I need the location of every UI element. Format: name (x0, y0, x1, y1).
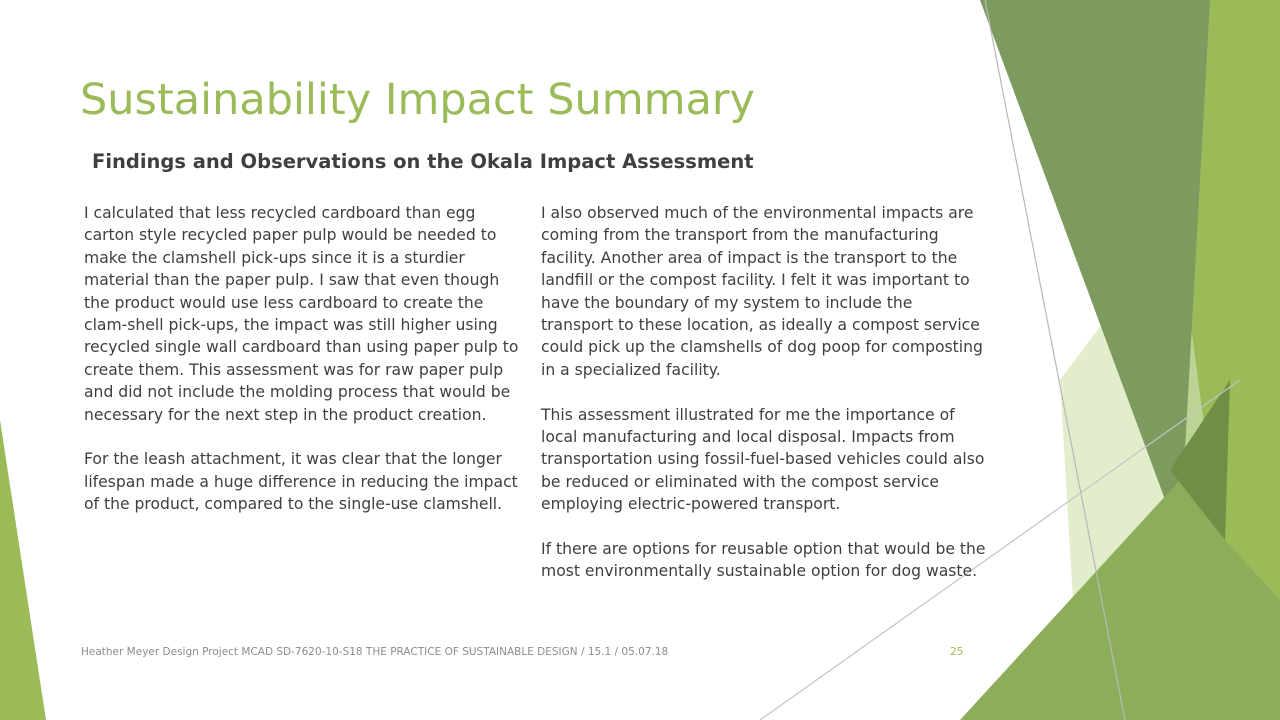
slide-subtitle: Findings and Observations on the Okala Impact Assessment (92, 150, 754, 173)
slide-footer: Heather Meyer Design Project MCAD SD-7620-10-S18 THE PRACTICE OF SUSTAINABLE DESIGN / 15.1 / 05.07.18 (81, 646, 669, 658)
right-paragraph: If there are options for reusable option that would be the most environmentally sustainable option for dog waste. (541, 540, 986, 581)
right-text-column (541, 202, 989, 605)
left-paragraph: For the leash attachment, it was clear that the longer lifespan made a huge difference in reducing the impact of the product, compared to the single-use clamshell. (84, 450, 518, 514)
left-text-column (84, 202, 524, 538)
page-number: 25 (950, 646, 964, 658)
right-paragraph: I also observed much of the environmental impacts are coming from the transport from the manufacturing facility. Another area of impact is the transport to the landfill or the compost facility. I felt it was important to have the boundary of my system to include the transport to these location, as ideally a compost service could pick up the clamshells of dog poop for composting in a specialized facility. (541, 204, 983, 379)
left-paragraph: I calculated that less recycled cardboard than egg carton style recycled paper pulp would be needed to make the clamshell pick-ups since it is a sturdier material than the paper pulp. I saw that even though the product would use less cardboard to create the clam-shell pick-ups, the impact was still higher using recycled single wall cardboard than using paper pulp to create them. This assessment was for raw paper pulp and did not include the molding process that would be necessary for the next step in the product creation. (84, 204, 519, 424)
right-paragraph: This assessment illustrated for me the importance of local manufacturing and local disposal. Impacts from transportation using fossil-fuel-based vehicles could also be reduced or eliminated with the compost service employing electric-powered transport. (541, 405, 985, 514)
left-accent-shape (0, 420, 46, 720)
slide-title: Sustainability Impact Summary (80, 75, 756, 125)
